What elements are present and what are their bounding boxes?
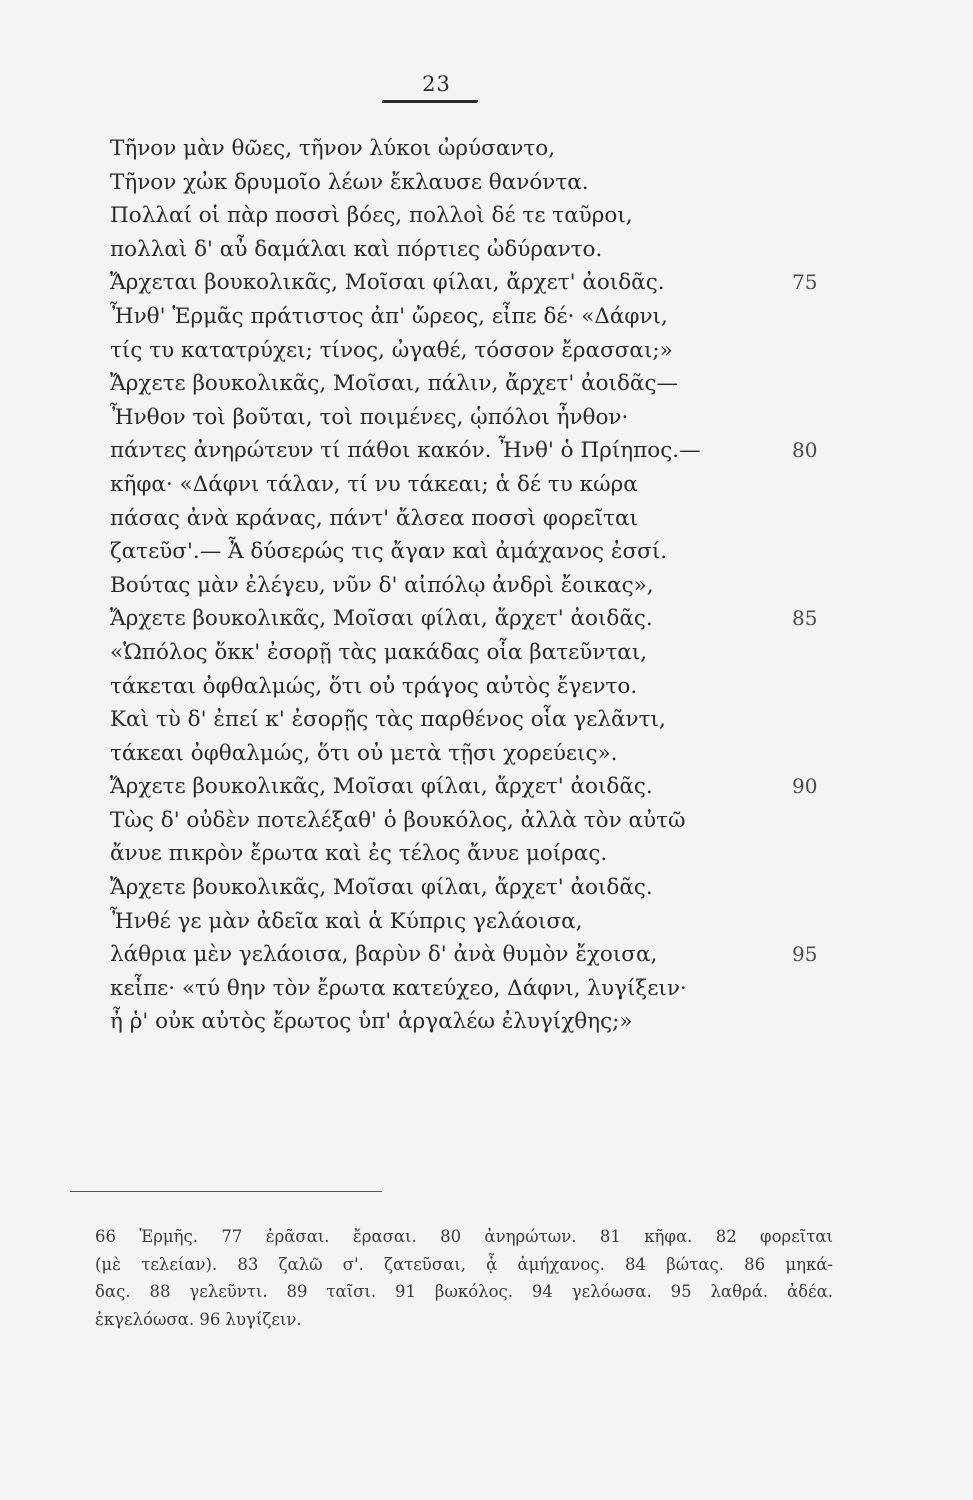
verse-line xyxy=(110,199,830,233)
verse-line xyxy=(110,737,830,771)
verse-text: Τῆνον μὰν θῶες, τῆνον λύκοι ὠρύσαντο, xyxy=(110,136,556,161)
verse-line xyxy=(110,703,830,737)
line-number: 80 xyxy=(792,438,818,463)
verse-text: Τῆνον χὠκ δρυμοῖο λέων ἔκλαυσε θανόντα. xyxy=(110,169,589,195)
verse-text: Ἦνθ' Ἑρμᾶς πράτιστος ἀπ' ὤρεος, εἶπε δέ· «Δάφνι, xyxy=(110,303,668,329)
verse-line xyxy=(110,938,830,972)
verse-line xyxy=(110,972,830,1006)
verse-line xyxy=(110,334,830,368)
verse-text: Πολλαί οἱ πὰρ ποσσὶ βόες, πολλοὶ δέ τε ταῦροι, xyxy=(110,203,633,229)
verse-line xyxy=(110,468,830,502)
verse-line xyxy=(110,837,830,871)
page-number-underline xyxy=(381,100,478,103)
verse-text: «Ὡπόλος ὅκκ' ἐσορῇ τὰς μακάδας οἷα βατεῦνται, xyxy=(110,639,648,665)
footnote-divider xyxy=(70,1191,382,1192)
verse-line xyxy=(110,502,830,536)
verse-text: Ἄρχετε βουκολικᾶς, Μοῖσαι φίλαι, ἄρχετ' ἀοιδᾶς. xyxy=(110,875,653,901)
verse-line xyxy=(110,233,830,267)
verse-line xyxy=(110,670,830,704)
verse-block xyxy=(110,132,830,1039)
footnote-line: ἐκγελόωσα. 96 λυγίζειν. xyxy=(95,1309,302,1329)
verse-line xyxy=(110,804,830,838)
line-number: 90 xyxy=(792,774,818,799)
verse-text: Τὼς δ' οὐδὲν ποτελέξαθ' ὁ βουκόλος, ἀλλὰ τὸν αὐτῶ xyxy=(110,807,686,833)
verse-text: πάσας ἀνὰ κράνας, πάντ' ἄλσεα ποσσὶ φορεῖται xyxy=(110,505,638,531)
verse-line xyxy=(110,602,830,636)
verse-text: λάθρια μὲν γελάοισα, βαρὺν δ' ἀνὰ θυμὸν ἔχοισα, xyxy=(110,942,658,968)
verse-line xyxy=(110,569,830,603)
line-number: 75 xyxy=(792,270,818,295)
verse-text: ζατεῦσ'.— Ἆ δύσερώς τις ἄγαν καὶ ἀμάχανος ἐσσί. xyxy=(110,539,668,565)
verse-line xyxy=(110,636,830,670)
verse-text: τίς τυ κατατρύχει; τίνος, ὠγαθέ, τόσσον ἔρασσαι;» xyxy=(110,337,673,363)
verse-text: Ἄρχετε βουκολικᾶς, Μοῖσαι φίλαι, ἄρχετ' ἀοιδᾶς. xyxy=(110,606,653,632)
footnote-line: δας. 88 γελεῦντι. 89 ταῖσι. 91 βωκόλος. 94 γελόωσα. 95 λαθρά. ἀδέα. xyxy=(95,1282,833,1302)
verse-text: Ἦνθέ γε μὰν ἀδεῖα καὶ ἁ Κύπρις γελάοισα, xyxy=(110,908,583,934)
footnote-line: 66 Ἑρμῆς. 77 ἐρᾶσαι. ἔρασαι. 80 ἀνηρώτων. 81 κῆφα. 82 φορεῖται xyxy=(95,1227,833,1246)
verse-text: κῆφα· «Δάφνι τάλαν, τί νυ τάκεαι; ἁ δέ τυ κώρα xyxy=(110,471,638,497)
verse-line xyxy=(110,535,830,569)
verse-text: κεἶπε· «τύ θην τὸν ἔρωτα κατεύχεο, Δάφνι, λυγίξειν· xyxy=(110,975,687,1001)
verse-line xyxy=(110,905,830,939)
verse-text: πολλαὶ δ' αὖ δαμάλαι καὶ πόρτιες ὠδύραντο. xyxy=(110,236,603,262)
verse-line xyxy=(110,434,830,468)
verse-text: Ἄρχετε βουκολικᾶς, Μοῖσαι φίλαι, ἄρχετ' ἀοιδᾶς. xyxy=(110,774,653,800)
verse-line xyxy=(110,166,830,200)
verse-text: Ἄρχεται βουκολικᾶς, Μοῖσαι φίλαι, ἄρχετ' ἀοιδᾶς. xyxy=(110,270,665,296)
verse-text: Ἦνθον τοὶ βοῦται, τοὶ ποιμένες, ᾡπόλοι ἦνθον· xyxy=(110,404,629,430)
verse-line xyxy=(110,871,830,905)
verse-text: Βούτας μὰν ἐλέγευ, νῦν δ' αἰπόλῳ ἀνδρὶ ἔοικας», xyxy=(110,572,654,598)
verse-line xyxy=(110,770,830,804)
footnote-line: (μὲ τελείαν). 83 ζαλῶ σ'. ζατεῦσαι, ᾇ ἀμήχανος. 84 βώτας. 86 μηκά- xyxy=(95,1254,833,1274)
verse-line xyxy=(110,266,830,300)
verse-text: Ἄρχετε βουκολικᾶς, Μοῖσαι, πάλιν, ἄρχετ' ἀοιδᾶς— xyxy=(110,371,678,397)
footnotes xyxy=(95,1223,833,1333)
verse-text: τάκεαι ὀφθαλμώς, ὅτι οὐ μετὰ τῇσι χορεύεις». xyxy=(110,740,618,766)
verse-text: τάκεται ὀφθαλμώς, ὅτι οὐ τράγος αὐτὸς ἔγεντο. xyxy=(110,673,638,699)
verse-line xyxy=(110,401,830,435)
verse-line xyxy=(110,132,830,166)
verse-line xyxy=(110,300,830,334)
line-number: 85 xyxy=(792,606,818,631)
verse-text: Καὶ τὺ δ' ἐπεί κ' ἐσορῇς τὰς παρθένος οἷα γελᾶντι, xyxy=(110,707,666,733)
verse-line xyxy=(110,367,830,401)
verse-text: ἦ ῥ' οὐκ αὐτὸς ἔρωτος ὑπ' ἀργαλέω ἐλυγίχθης;» xyxy=(110,1009,633,1035)
verse-text: πάντες ἀνηρώτευν τί πάθοι κακόν. Ἦνθ' ὁ Πρίηπος.— xyxy=(110,438,701,464)
line-number: 95 xyxy=(792,942,818,967)
verse-text: ἄνυε πικρὸν ἔρωτα καὶ ἐς τέλος ἄνυε μοίρας. xyxy=(110,841,608,867)
verse-line xyxy=(110,1005,830,1039)
page-number: 23 xyxy=(422,72,451,96)
